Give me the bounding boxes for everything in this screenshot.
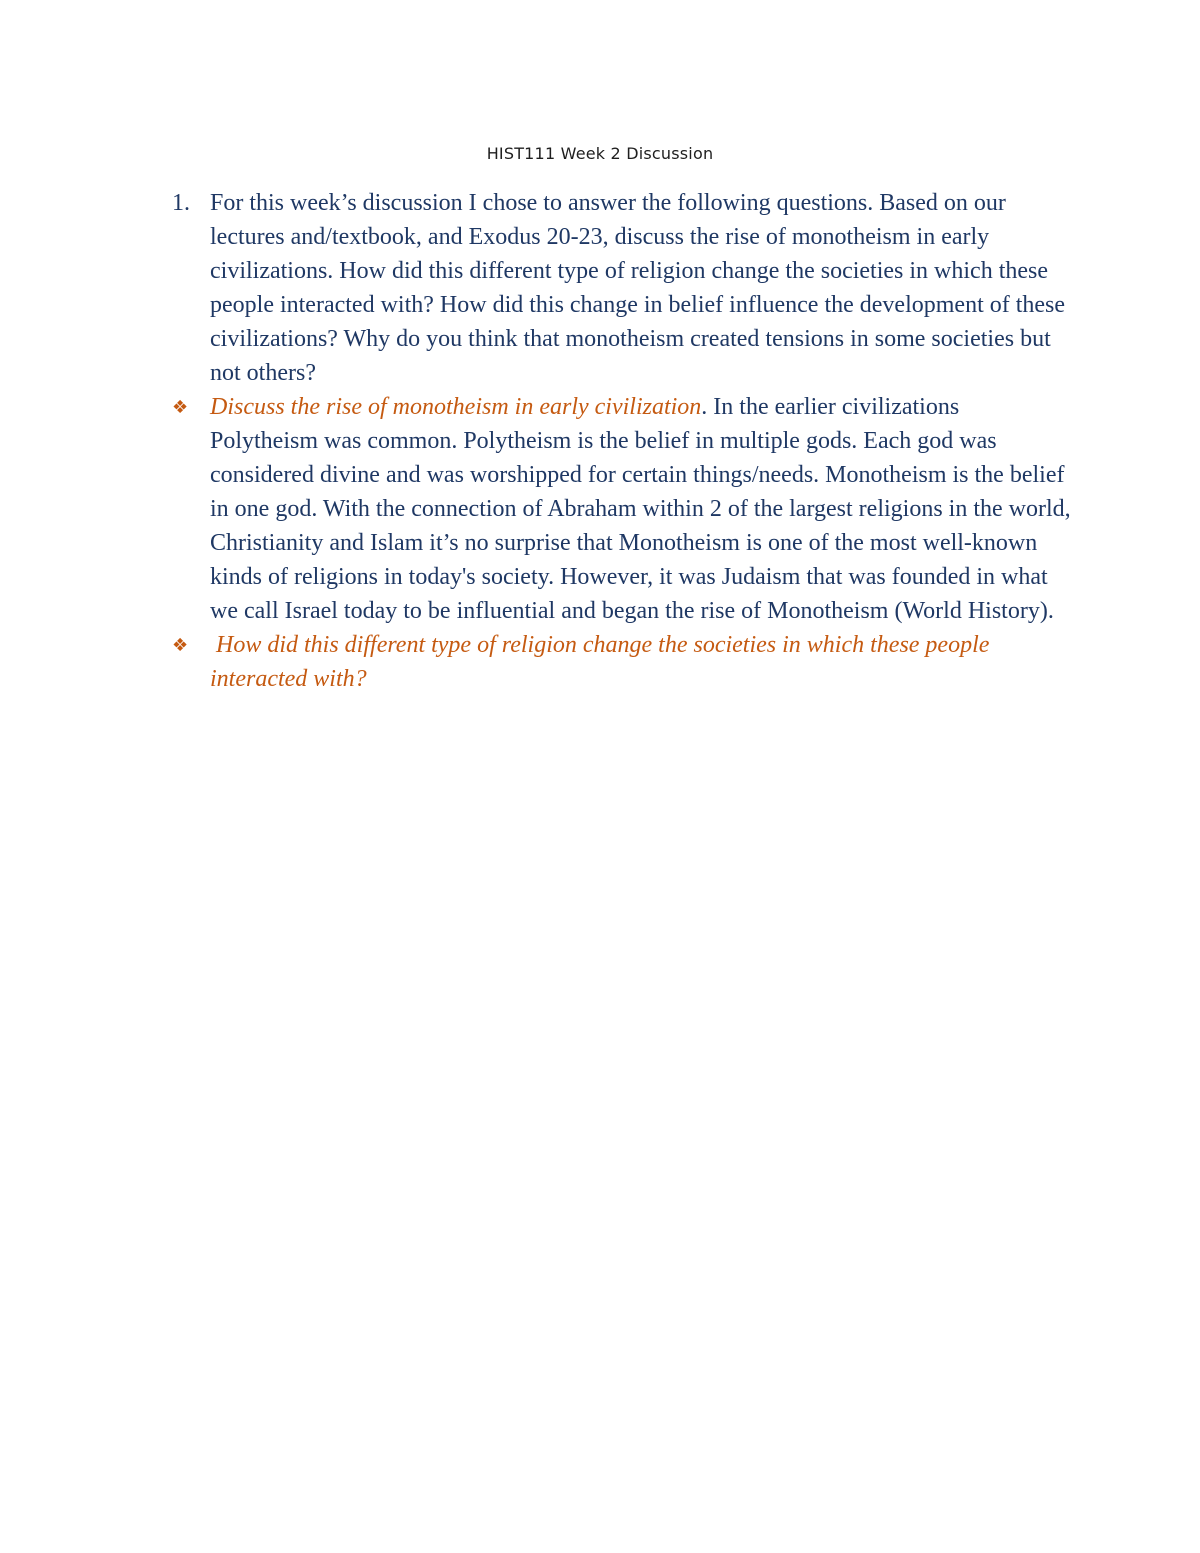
prompt-text: For this week’s discussion I chose to answer the following questions. Based on our lectures and/textbook, and Exodus 20-23, discuss the rise of monotheism in early civilizations. How did this different type of religion change the societies in which these people interacted with? How did this change in belief influence the development of these civilizations? Why do you think that monotheism created tensions in some societies but not others?	[210, 190, 1066, 386]
diamond-bullet-icon: ❖	[172, 397, 189, 418]
diamond-bullet-icon: ❖	[172, 635, 189, 656]
answer-text: . In the earlier civilizations Polytheism was common. Polytheism is the belief in multiple gods. Each god was considered divine and was worshipped for certain things/needs. Monotheism is the belief in one god. With the connection of Abraham within 2 of the largest religions in the world, Christianity and Islam it’s no surprise that Monotheism is one of the most well-known kinds of religions in today's society. However, it was Judaism that was founded in what we call Israel today to be influential and began the rise of Monotheism (World History).	[210, 394, 1071, 624]
list-number: 1.	[172, 190, 190, 216]
question-heading: How did this different type of religion change the societies in which these people interacted with?	[210, 632, 990, 692]
answer-paragraph	[210, 390, 1072, 628]
document-title: HIST111 Week 2 Discussion	[486, 144, 714, 163]
document-body	[172, 186, 1072, 696]
answer-item	[172, 390, 1072, 628]
question-item	[172, 628, 1072, 696]
numbered-item	[172, 186, 1072, 390]
question-paragraph	[210, 628, 1072, 696]
question-heading: Discuss the rise of monotheism in early civilization	[210, 394, 702, 420]
